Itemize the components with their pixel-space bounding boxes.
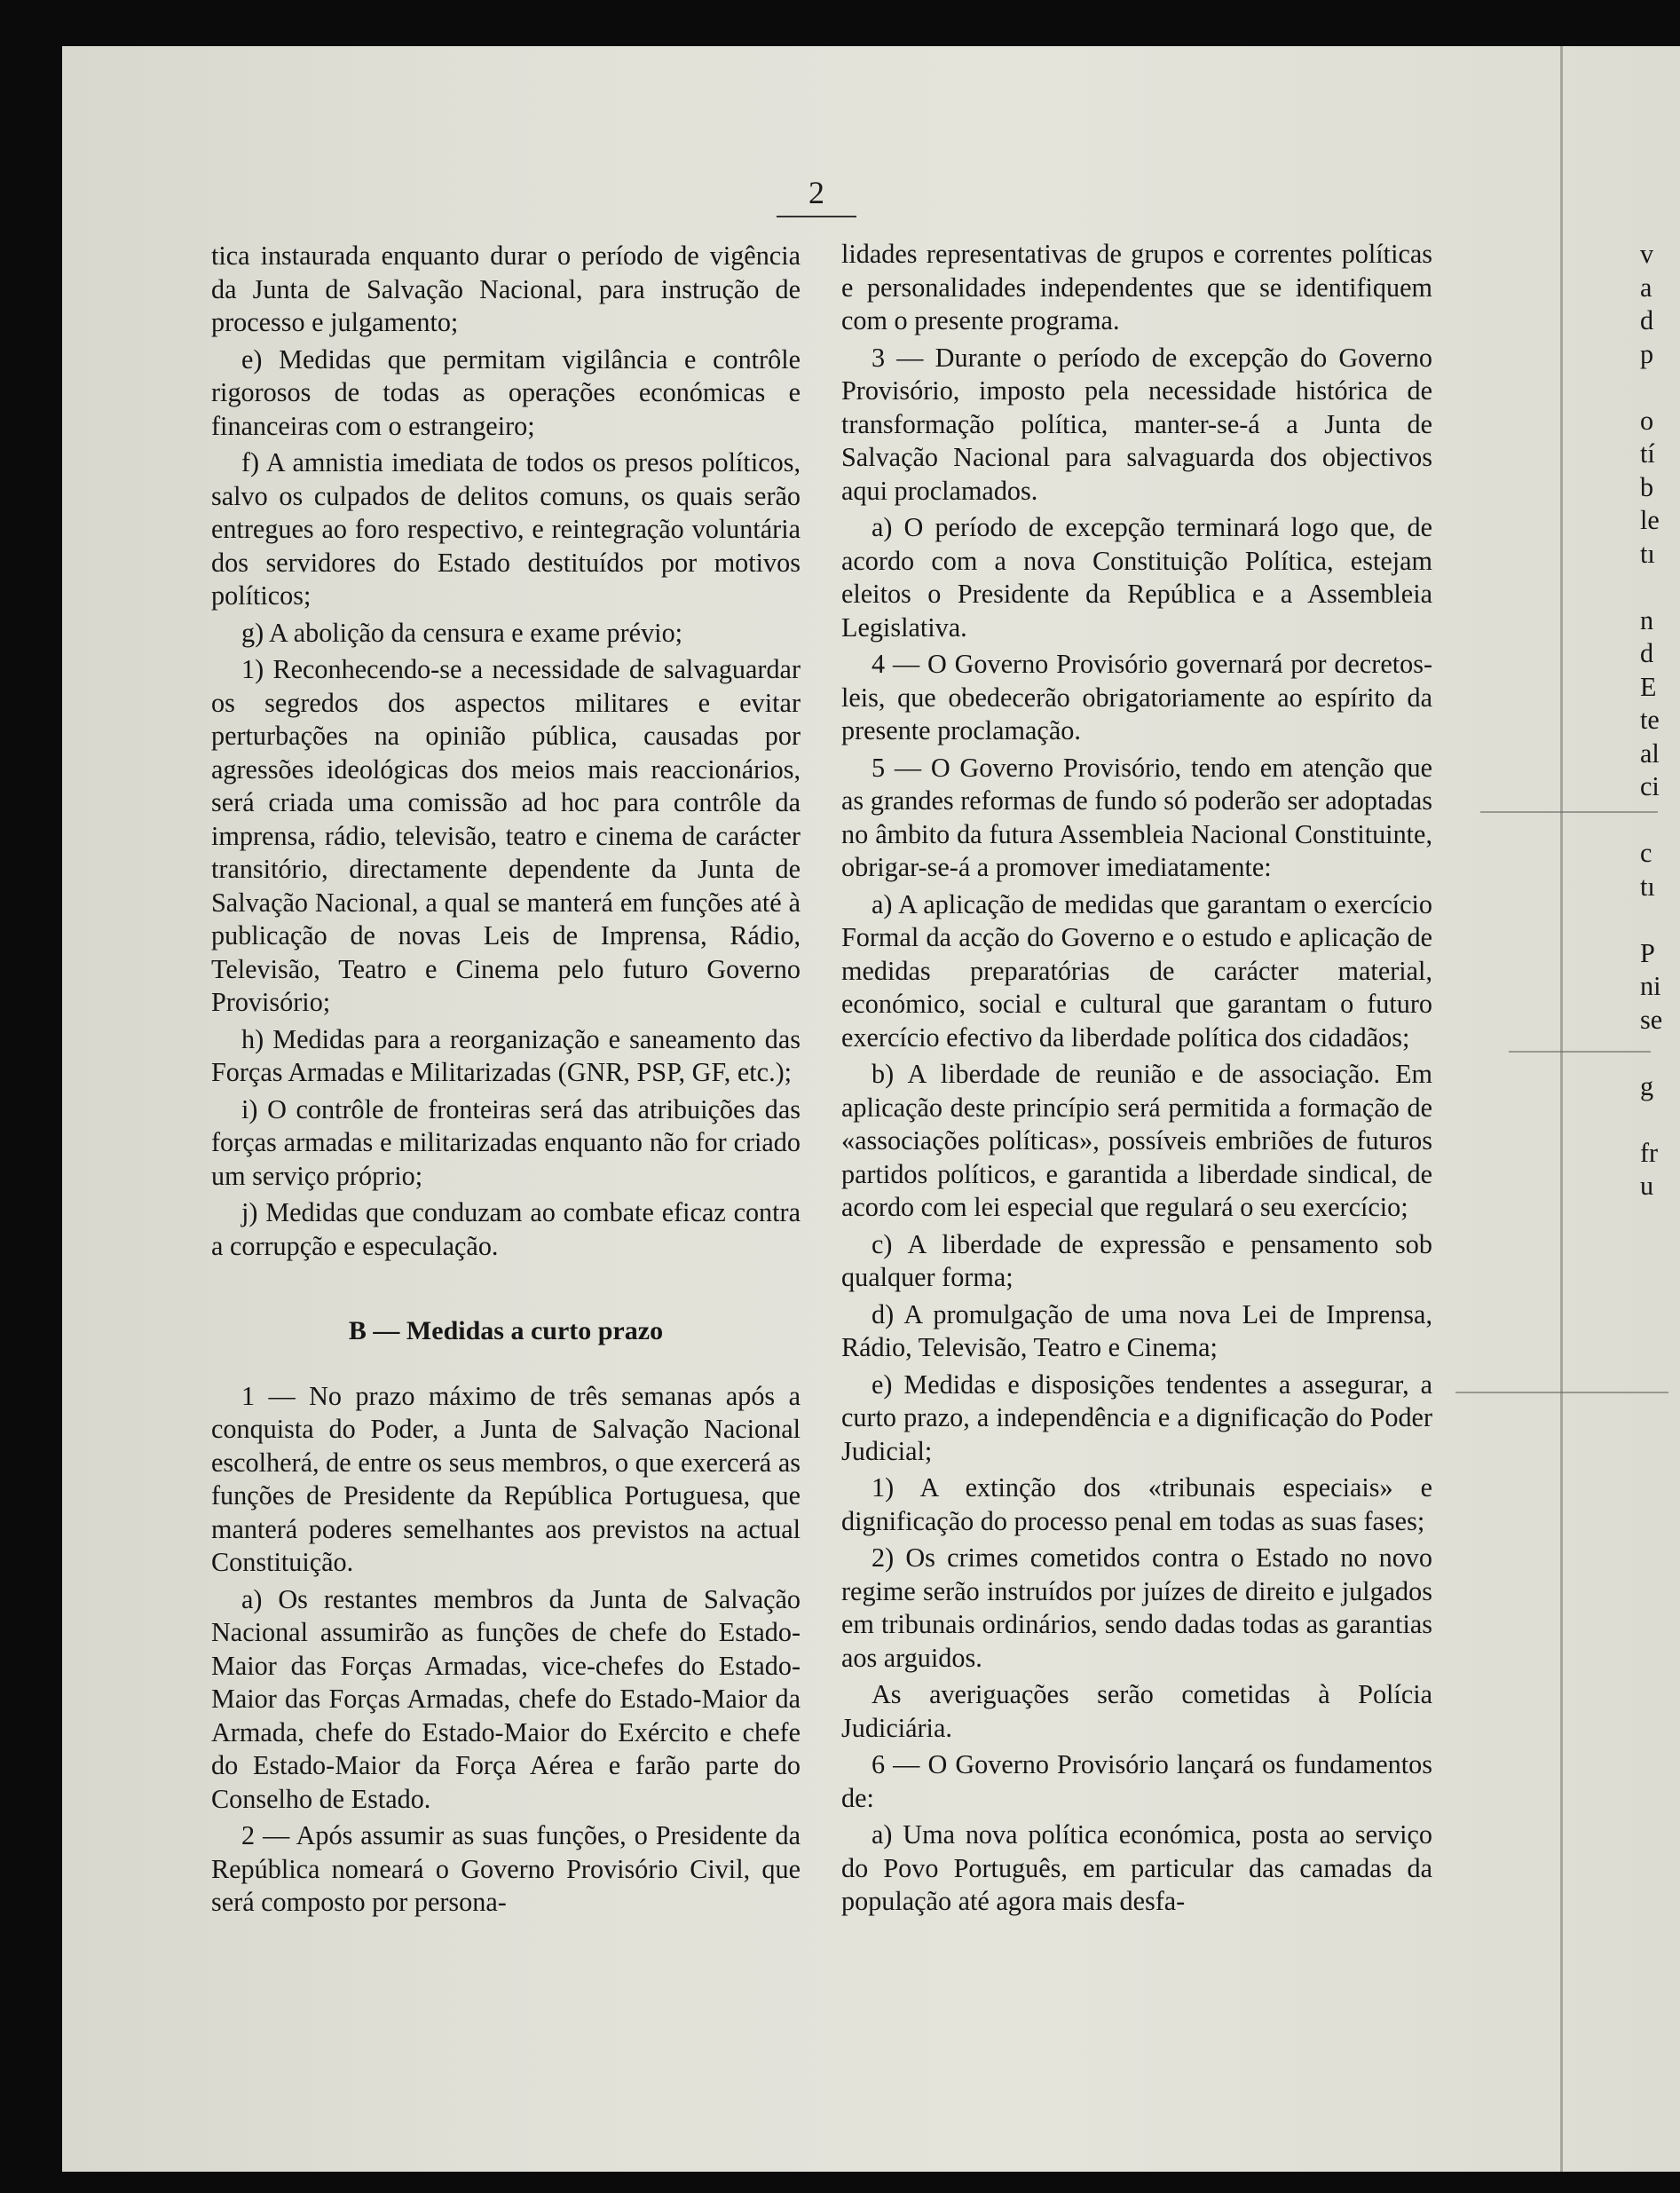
paper-crease xyxy=(1455,1392,1668,1393)
edge-text-fragment: P xyxy=(1640,937,1655,968)
edge-text-fragment xyxy=(1640,371,1680,405)
paragraph: 1 — No prazo máximo de três semanas após a conquista do Poder, a Junta de Salvação Nacional escolherá, de entre os seus membros, o que exercerá as funções de Presidente da República Portuguesa, que manterá poderes semelhantes aos previstos na actual Constituição. xyxy=(211,1380,801,1577)
edge-text-fragment: d xyxy=(1640,638,1654,668)
paper-crease xyxy=(1509,1051,1651,1053)
paragraph: As averiguações serão cometidas à Polícia Judiciária. xyxy=(841,1679,1432,1743)
edge-text-fragment: b xyxy=(1640,471,1654,502)
left-column xyxy=(211,240,801,1923)
edge-text-fragment: a xyxy=(1640,272,1652,303)
paragraph: 4 — O Governo Provisório governará por decretos-leis, que obedecerão obrigatoriamente ao espírito da presente proclamação. xyxy=(841,649,1432,745)
edge-text-fragment: ni xyxy=(1640,971,1661,1001)
paragraph: 5 — O Governo Provisório, tendo em atenção que as grandes reformas de fundo só poderão ser adoptadas no âmbito da futura Assembleia Nacional Constituinte, obrigar-se-á a promover imediatamente: xyxy=(841,752,1432,882)
page-fold xyxy=(1560,46,1563,2172)
next-page-edge xyxy=(1640,238,1680,1203)
edge-text-fragment: tí xyxy=(1640,438,1655,469)
paragraph: 1) A extinção dos «tribunais especiais» e dignificação do processo penal em todas as suas fases; xyxy=(841,1472,1432,1536)
paragraph: 2 — Após assumir as suas funções, o Presidente da República nomeará o Governo Provisório Civil, que será composto por persona- xyxy=(211,1820,801,1917)
page-number: 2 xyxy=(808,175,824,210)
paragraph: 2) Os crimes cometidos contra o Estado no novo regime serão instruídos por juízes de direito e julgados em tribunais ordinários, sendo dadas todas as garantias aos arguidos. xyxy=(841,1542,1432,1673)
edge-text-fragment: se xyxy=(1640,1004,1663,1035)
page-number-rule xyxy=(777,216,856,217)
paragraph: 3 — Durante o período de excepção do Governo Provisório, imposto pela necessidade histórica de transformação política, manter-se-á a Junta de Salvação Nacional para salvaguarda dos objectivos aqui proclamados. xyxy=(841,342,1432,506)
paragraph: e) Medidas que permitam vigilância e contrôle rigorosos de todas as operações económicas e financeiras com o estrangeiro; xyxy=(211,343,801,441)
paragraph: a) Uma nova política económica, posta ao serviço do Povo Português, em particular das camadas da população até agora mais desfa- xyxy=(841,1819,1432,1916)
paragraph: lidades representativas de grupos e correntes políticas e personalidades independentes que se identifiquem com o presente programa. xyxy=(841,239,1432,335)
edge-text-fragment: c xyxy=(1640,838,1652,868)
edge-text-fragment: v xyxy=(1640,239,1654,269)
section-heading: B — Medidas a curto prazo xyxy=(348,1316,664,1345)
paragraph: f) A amnistia imediata de todos os presos políticos, salvo os culpados de delitos comuns, os quais serão entregues ao foro respectivo, e reintegração voluntária dos servidores do Estado destituídos por motivos políticos; xyxy=(211,447,801,611)
edge-text-fragment xyxy=(1640,571,1680,604)
paragraph: 1) Reconhecendo-se a necessidade de salvaguardar os segredos dos aspectos militares e evitar perturbações na opinião pública, causadas por agressões ideológicas dos meios mais reaccionários, será criada uma comissão ad hoc para contrôle da imprensa, rádio, televisão, teatro e cinema de carácter transitório, directamente dependente da Junta de Salvação Nacional, a qual se manterá em funções até à publicação de novas Leis de Imprensa, Rádio, Televisão, Teatro e Cinema pelo futuro Governo Provisório; xyxy=(211,654,801,1017)
edge-text-fragment xyxy=(1640,903,1680,937)
edge-text-fragment: u xyxy=(1640,1171,1654,1201)
paragraph: e) Medidas e disposições tendentes a assegurar, a curto prazo, a independência e a dignificação do Poder Judicial; xyxy=(841,1369,1432,1466)
paragraph: b) A liberdade de reunião e de associação. Em aplicação deste princípio será permitida a formação de «associações políticas», possíveis embriões de futuros partidos políticos, e garantida a liberdade sindical, de acordo com lei especial que regulará o seu exercício; xyxy=(841,1059,1432,1222)
edge-text-fragment: n xyxy=(1640,604,1654,635)
edge-text-fragment: al xyxy=(1640,738,1660,769)
paragraph: a) O período de excepção terminará logo que, de acordo com a nova Constituição Política, estejam eleitos o Presidente da República e a Assembleia Legislativa. xyxy=(841,512,1432,643)
edge-text-fragment: tı xyxy=(1640,538,1655,569)
paragraph: d) A promulgação de uma nova Lei de Imprensa, Rádio, Televisão, Teatro e Cinema; xyxy=(841,1298,1432,1362)
edge-text-fragment xyxy=(1640,1103,1680,1137)
paragraph: a) Os restantes membros da Junta de Salvação Nacional assumirão as funções de chefe do Estado-Maior das Forças Armadas, vice-chefes do Estado-Maior das Forças Armadas, chefe do Estado-Maior da Armada, chefe do Estado-Maior do Exército e chefe do Estado-Maior da Força Aérea e farão parte do Conselho de Estado. xyxy=(211,1583,801,1814)
paragraph: a) A aplicação de medidas que garantam o exercício Formal da acção do Governo e o estudo e aplicação de medidas preparatórias de carácter material, económico, social e cultural que garantam o futuro exercício efectivo da liberdade política dos cidadãos; xyxy=(841,888,1432,1053)
edge-text-fragment: E xyxy=(1640,671,1657,702)
edge-text-fragment: p xyxy=(1640,338,1654,369)
edge-text-fragment: d xyxy=(1640,305,1654,335)
paragraph: j) Medidas que conduzam ao combate eficaz contra a corrupção e especulação. xyxy=(211,1197,801,1261)
edge-text-fragment xyxy=(1640,1037,1680,1070)
edge-text-fragment: tı xyxy=(1640,871,1655,902)
paragraph: i) O contrôle de fronteiras será das atribuições das forças armadas e militarizadas enquanto não for criado um serviço próprio; xyxy=(211,1093,801,1191)
edge-text-fragment: g xyxy=(1640,1070,1654,1101)
paragraph: g) A abolição da censura e exame prévio; xyxy=(241,617,683,648)
right-column xyxy=(841,238,1432,1922)
edge-text-fragment: fr xyxy=(1640,1137,1659,1168)
paragraph: 6 — O Governo Provisório lançará os fundamentos de: xyxy=(841,1749,1432,1813)
paragraph: c) A liberdade de expressão e pensamento sob qualquer forma; xyxy=(841,1228,1432,1292)
edge-text-fragment xyxy=(1640,804,1680,838)
edge-text-fragment: te xyxy=(1640,705,1660,735)
paragraph: tica instaurada enquanto durar o período de vigência da Junta de Salvação Nacional, para instrução de processo e julgamento; xyxy=(211,241,801,337)
edge-text-fragment: o xyxy=(1640,405,1654,436)
edge-text-fragment: le xyxy=(1640,505,1660,535)
paragraph: h) Medidas para a reorganização e saneamento das Forças Armadas e Militarizadas (GNR, PSP, GF, etc.); xyxy=(211,1023,801,1087)
edge-text-fragment: ci xyxy=(1640,771,1660,801)
paper-crease xyxy=(1480,811,1658,813)
